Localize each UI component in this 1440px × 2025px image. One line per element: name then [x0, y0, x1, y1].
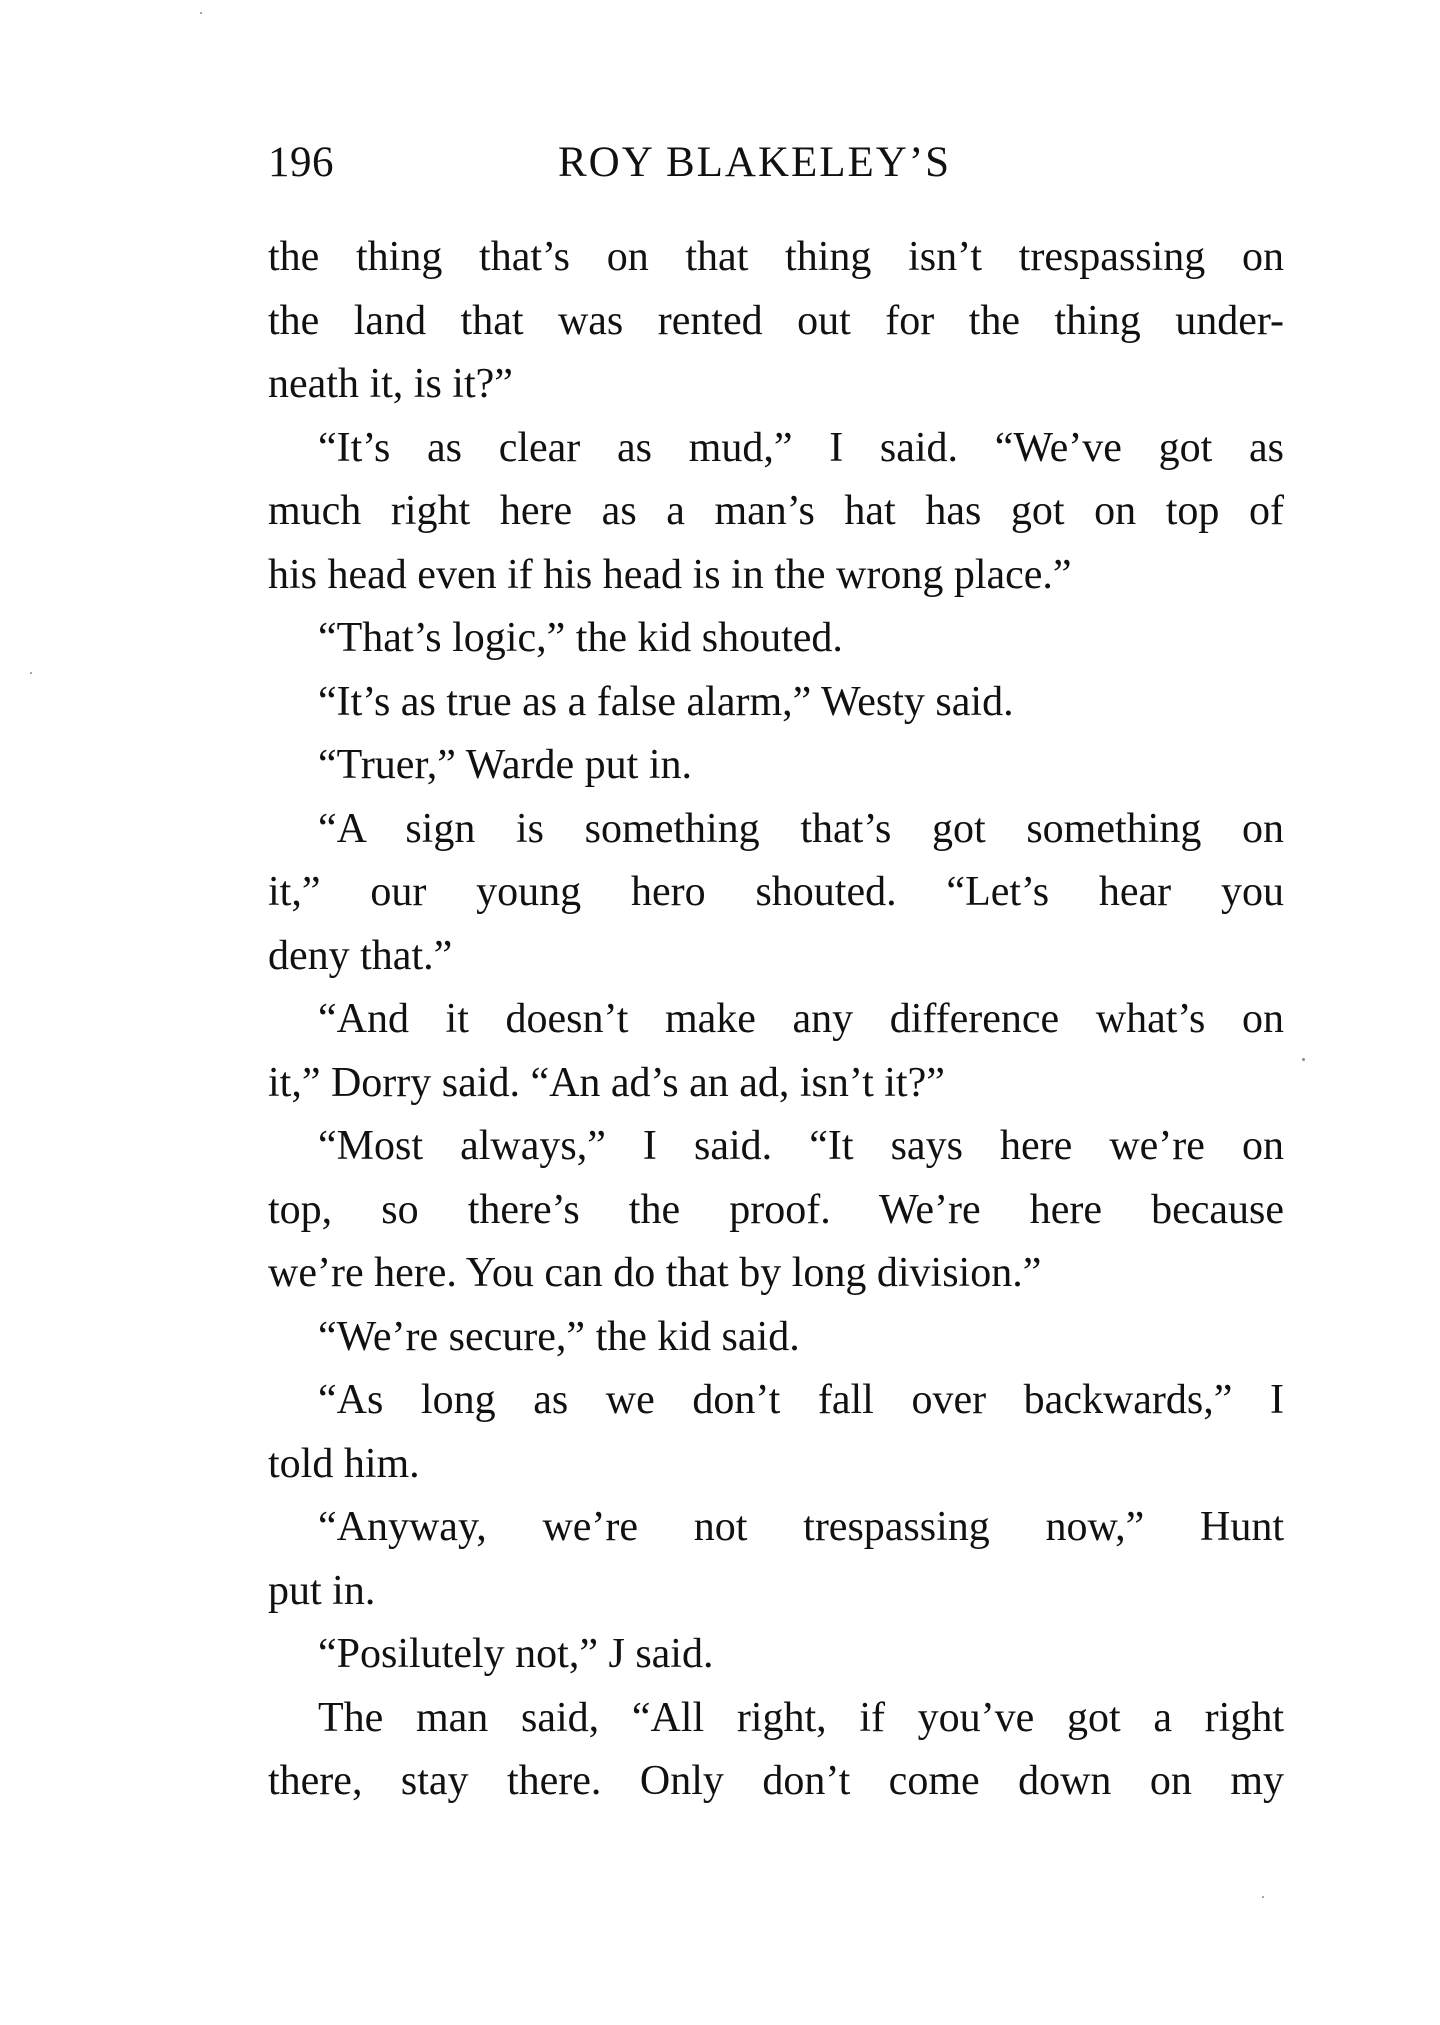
text-body	[268, 226, 1284, 1814]
paper-speck	[1262, 1896, 1264, 1898]
text-line: “As long as we don’t fall over backwards,” I	[318, 1377, 1284, 1423]
paper-speck	[200, 12, 202, 14]
page-number: 196	[268, 139, 334, 186]
text-line: put in.	[268, 1567, 376, 1614]
running-title: ROY BLAKELEY’S	[558, 139, 952, 186]
text-line: there, stay there. Only don’t come down on my	[268, 1758, 1284, 1804]
text-line: it,” our young hero shouted. “Let’s hear you	[268, 869, 1284, 915]
text-line: top, so there’s the proof. We’re here because	[268, 1186, 1284, 1233]
text-line: the land that was rented out for the thing under-	[268, 297, 1284, 344]
text-line: “It’s as true as a false alarm,” Westy said.	[318, 678, 1014, 725]
text-line: we’re here. You can do that by long division.”	[268, 1250, 1042, 1296]
text-line: the thing that’s on that thing isn’t trespassing on	[268, 234, 1284, 280]
text-line: “We’re secure,” the kid said.	[318, 1313, 800, 1360]
text-line: The man said, “All right, if you’ve got a right	[318, 1694, 1284, 1741]
text-line: “Posilutely not,” J said.	[318, 1631, 714, 1677]
text-line: his head even if his head is in the wrong place.”	[268, 551, 1072, 598]
text-line: “That’s logic,” the kid shouted.	[318, 615, 843, 661]
paper-speck	[30, 672, 32, 674]
text-line: “Anyway, we’re not trespassing now,” Hunt	[318, 1504, 1284, 1550]
text-line: “Most always,” I said. “It says here we’re on	[318, 1123, 1284, 1169]
text-line: deny that.”	[268, 932, 453, 979]
text-line: “And it doesn’t make any difference what’s on	[318, 996, 1284, 1042]
running-head	[268, 128, 1284, 198]
text-line: “It’s as clear as mud,” I said. “We’ve got as	[318, 424, 1284, 471]
text-line: “Truer,” Warde put in.	[318, 742, 693, 788]
text-line: it,” Dorry said. “An ad’s an ad, isn’t it?”	[268, 1059, 945, 1106]
paper-speck	[1302, 1058, 1305, 1061]
text-line: much right here as a man’s hat has got on top of	[268, 488, 1284, 534]
text-line: told him.	[268, 1440, 420, 1487]
text-line: neath it, is it?”	[268, 361, 513, 407]
text-line: “A sign is something that’s got something on	[318, 805, 1284, 852]
